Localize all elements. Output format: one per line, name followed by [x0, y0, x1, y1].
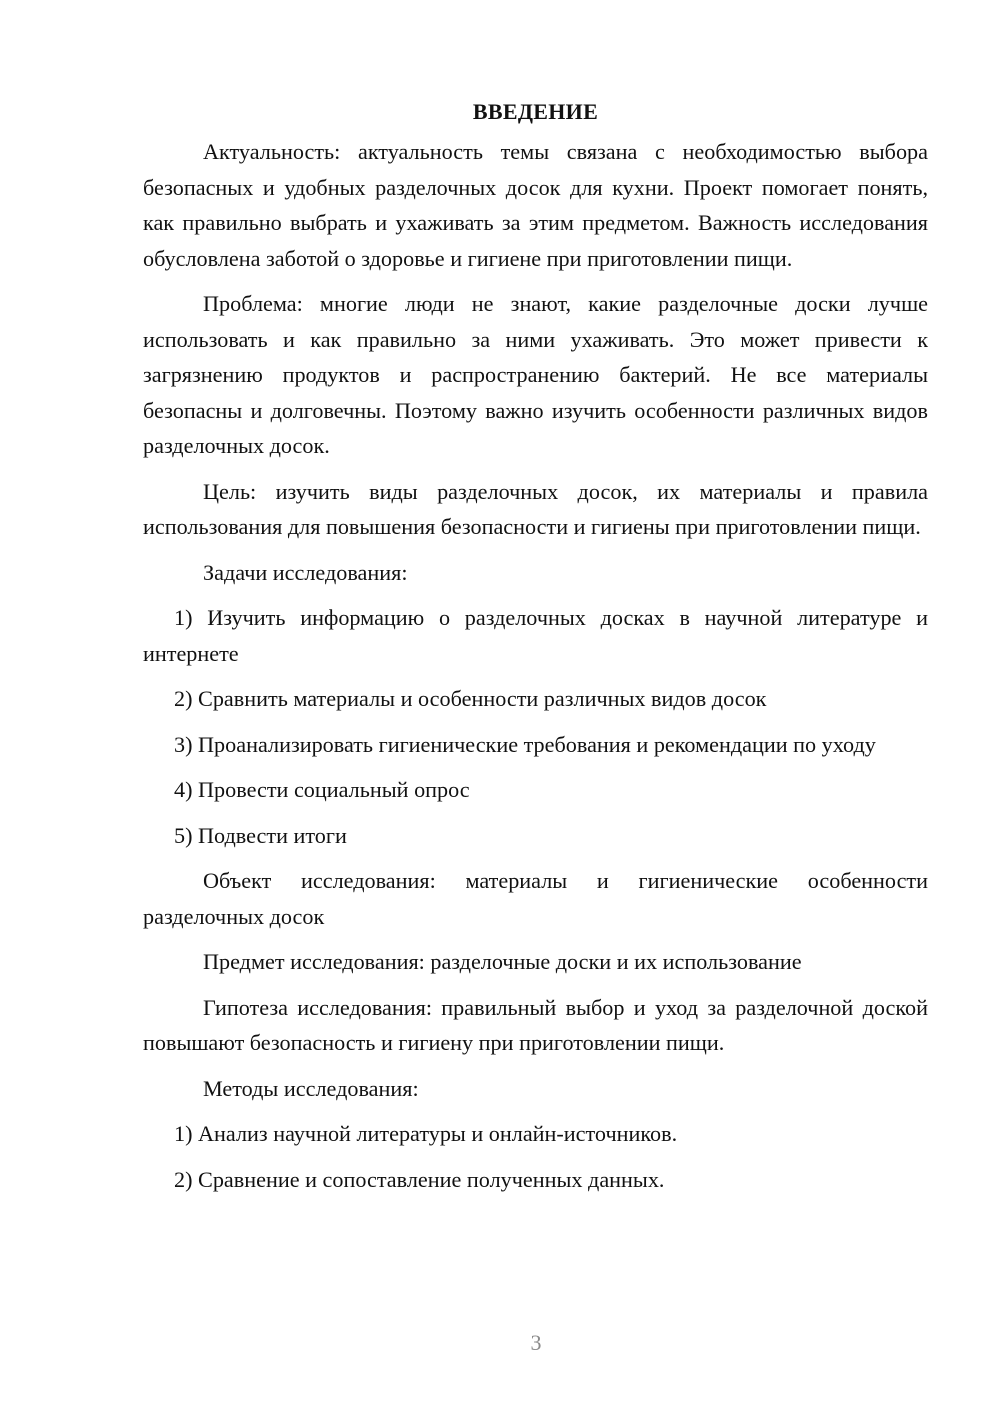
page-content: [143, 94, 928, 1207]
task-item-5: 5) Подвести итоги: [174, 822, 347, 848]
goal-paragraph: Цель: изучить виды разделочных досок, их материалы и правила использования для повышения безопасности и гигиены при приготовлении пищи.: [143, 478, 928, 539]
method-item-2: 2) Сравнение и сопоставление полученных данных.: [174, 1166, 665, 1192]
object-paragraph: Объект исследования: материалы и гигиенические особенности разделочных досок: [143, 868, 928, 929]
task-item-4: 4) Провести социальный опрос: [174, 777, 470, 802]
task-item-3: 3) Проанализировать гигиенические требования и рекомендации по уходу: [174, 731, 876, 757]
tasks-heading: Задачи исследования:: [203, 559, 408, 585]
problem-paragraph: Проблема: многие люди не знают, какие разделочные доски лучше использовать и как правильно за ними ухаживать. Это может привести к загрязнению продуктов и распространению бактерий. Не все материалы безопасны и долговечны. Поэтому важно изучить особенности различных видов разделочных досок.: [143, 291, 928, 458]
page-number: 3: [530, 1330, 542, 1355]
section-title: ВВЕДЕНИЕ: [472, 99, 599, 124]
relevance-paragraph: Актуальность: актуальность темы связана с необходимостью выбора безопасных и удобных разделочных досок для кухни. Проект помогает понять, как правильно выбрать и ухаживать за этим предметом. Важность исследования обусловлена заботой о здоровье и гигиене при приготовлении пищи.: [143, 139, 928, 271]
task-item-2: 2) Сравнить материалы и особенности различных видов досок: [174, 686, 767, 711]
subject-paragraph: Предмет исследования: разделочные доски и их использование: [203, 949, 802, 974]
methods-heading: Методы исследования:: [203, 1075, 419, 1101]
task-item-1: 1) Изучить информацию о разделочных досках в научной литературе и интернете: [143, 605, 928, 666]
method-item-1: 1) Анализ научной литературы и онлайн-источников.: [174, 1121, 678, 1146]
hypothesis-paragraph: Гипотеза исследования: правильный выбор и уход за разделочной доской повышают безопасность и гигиену при приготовлении пищи.: [143, 994, 928, 1055]
